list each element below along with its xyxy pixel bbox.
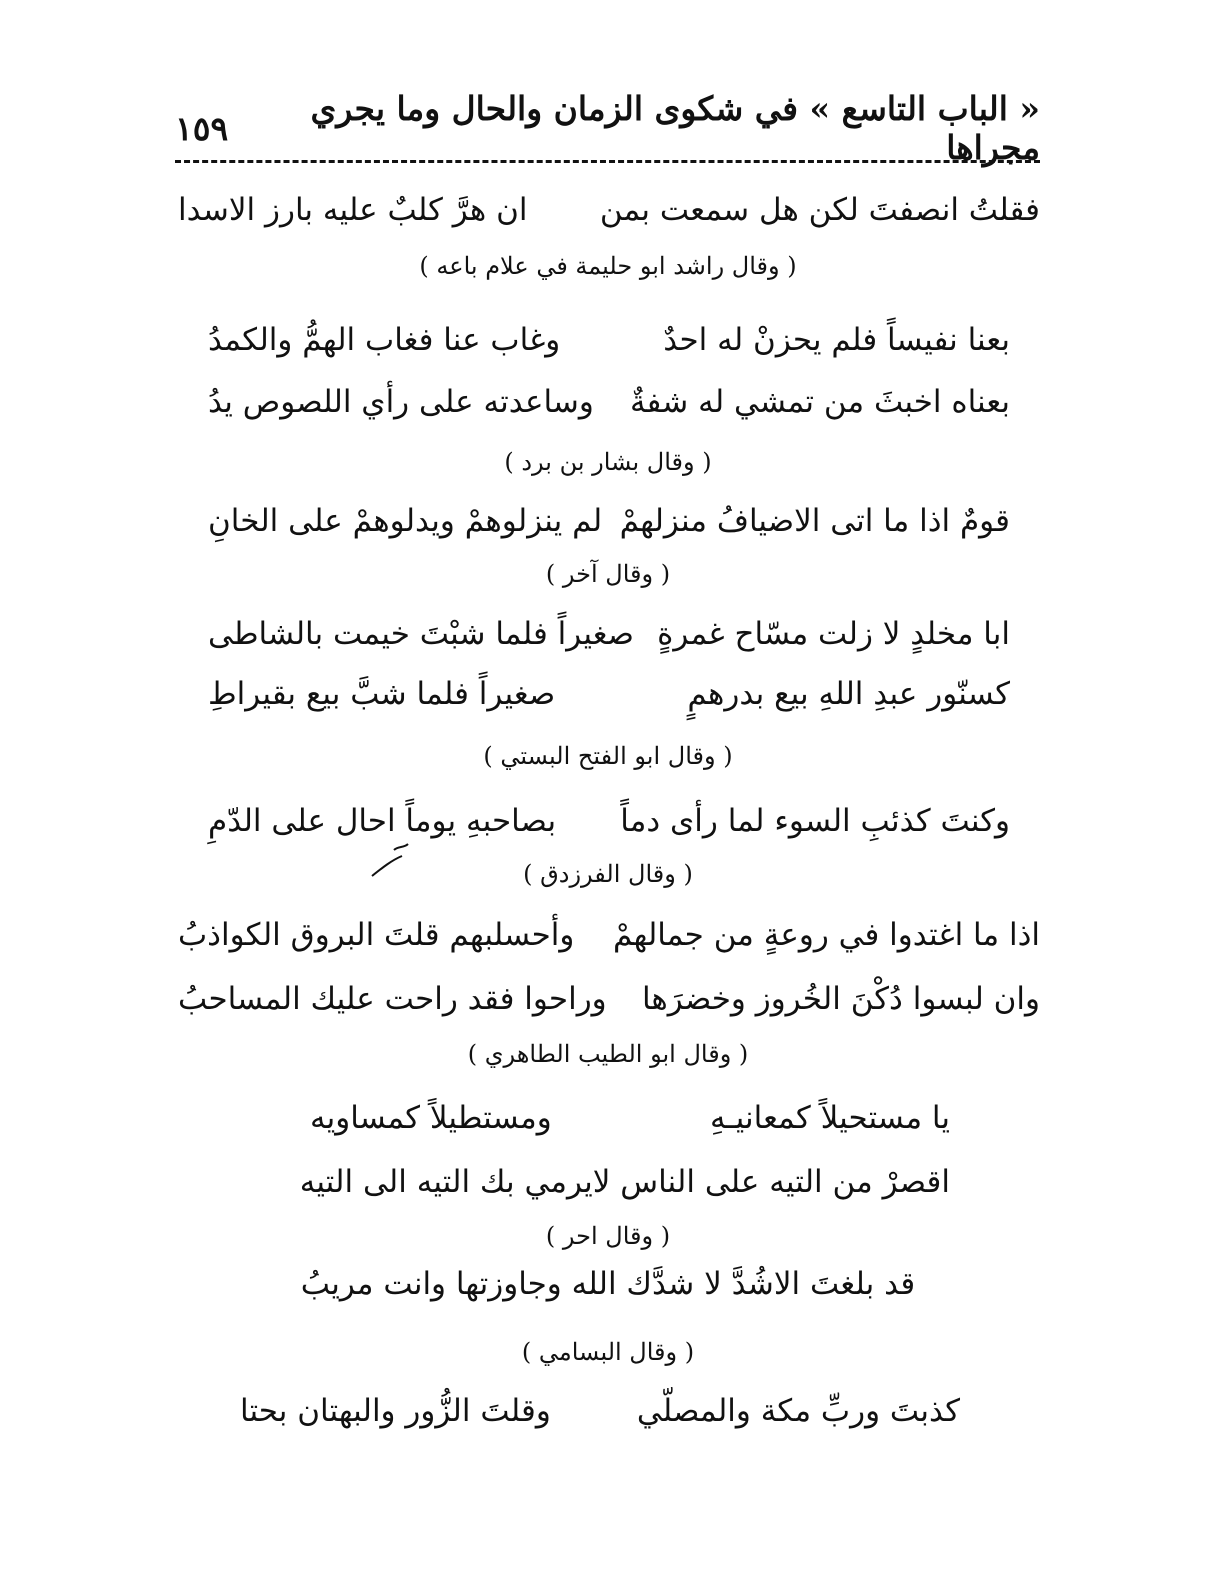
verse-line	[208, 602, 1010, 666]
verse-line	[178, 966, 1040, 1032]
verse-line	[310, 1086, 950, 1150]
poet-attribution: ( وقال البسامي )	[521, 1338, 695, 1366]
poet-attribution: ( وقال ابو الفتح البستي )	[483, 742, 733, 770]
verse-line	[178, 180, 1040, 240]
chapter-title: « الباب التاسع » في شكوى الزمان والحال وما يجري مجراها	[310, 89, 1040, 167]
second-hemistich: وساعدته على رأي اللصوص يدُ	[208, 384, 594, 420]
verse-line	[208, 788, 1010, 854]
second-hemistich: صغيراً فلما شبَّ بيع بقيراطِ	[208, 676, 556, 712]
verse-line	[208, 488, 1010, 554]
first-hemistich: كذبتَ وربِّ مكة والمصلّي	[636, 1393, 960, 1429]
second-hemistich: ومستطيلاً كمساويه	[310, 1100, 552, 1136]
second-hemistich: يرمي بك التيه الى التيه	[299, 1164, 593, 1200]
header-divider	[175, 160, 1040, 163]
poet-attribution: ( وقال احر )	[545, 1222, 671, 1250]
first-hemistich: قومٌ اذا ما اتى الاضيافُ منزلهمْ	[619, 503, 1010, 539]
second-hemistich: لم ينزلوهمْ ويدلوهمْ على الخانِ	[208, 503, 603, 539]
poet-attribution: ( وقال بشار بن برد )	[504, 448, 712, 476]
second-hemistich: وغاب عنا فغاب الهمُّ والكمدُ	[208, 322, 561, 358]
first-hemistich: فقلتُ انصفتَ لكن هل سمعت بمن	[599, 192, 1040, 228]
single-verse-line: قد بلغتَ الاشُدَّ لا شدَّك الله وجاوزتها وانت مريبُ	[300, 1266, 916, 1302]
poet-attribution: ( وقال آخر )	[545, 560, 671, 588]
verse-line	[208, 308, 1010, 372]
first-hemistich: يا مستحيلاً كمعانيـهِ	[709, 1100, 950, 1136]
poet-attribution: ( وقال ابو الطيب الطاهري )	[467, 1040, 749, 1068]
first-hemistich: وان لبسوا دُكْنَ الخُروز وخضرَها	[641, 981, 1040, 1017]
page-header	[175, 89, 1040, 167]
first-hemistich: بعنا نفيساً فلم يحزنْ له احدٌ	[663, 322, 1010, 358]
verse-line	[208, 662, 1010, 726]
second-hemistich: وأحسلبهم قلتَ البروق الكواذبُ	[178, 917, 575, 953]
verse-line	[178, 902, 1040, 968]
second-hemistich: وراحوا فقد راحت عليك المساحبُ	[178, 981, 607, 1017]
first-hemistich: اقصرْ من التيه على الناس لا	[592, 1164, 950, 1200]
poet-attribution: ( وقال راشد ابو حليمة في علام باعه )	[419, 252, 797, 280]
second-hemistich: وقلتَ الزُّور والبهتان بحتا	[240, 1393, 551, 1429]
poet-attribution: ( وقال الفرزدق )	[523, 860, 693, 888]
first-hemistich: بعناه اخبثَ من تمشي له شفةٌ	[629, 384, 1010, 420]
second-hemistich: بصاحبهِ يوماً احال على الدّمِ	[208, 803, 557, 839]
second-hemistich: ان هرَّ كلبٌ عليه بارز الاسدا	[178, 192, 528, 228]
page-number: ١٥٩	[175, 108, 229, 148]
first-hemistich: كسنّور عبدِ اللهِ بيع بدرهمٍ	[687, 676, 1010, 712]
second-hemistich: صغيراً فلما شبْتَ خيمت بالشاطى	[208, 616, 634, 652]
verse-line	[240, 1378, 960, 1444]
verse-line	[299, 1150, 950, 1214]
first-hemistich: وكنتَ كذئبِ السوء لما رأى دماً	[620, 803, 1010, 839]
verse-line	[208, 370, 1010, 434]
first-hemistich: ابا مخلدٍ لا زلت مسّاح غمرةٍ	[657, 616, 1010, 652]
first-hemistich: اذا ما اغتدوا في روعةٍ من جمالهمْ	[612, 917, 1040, 953]
